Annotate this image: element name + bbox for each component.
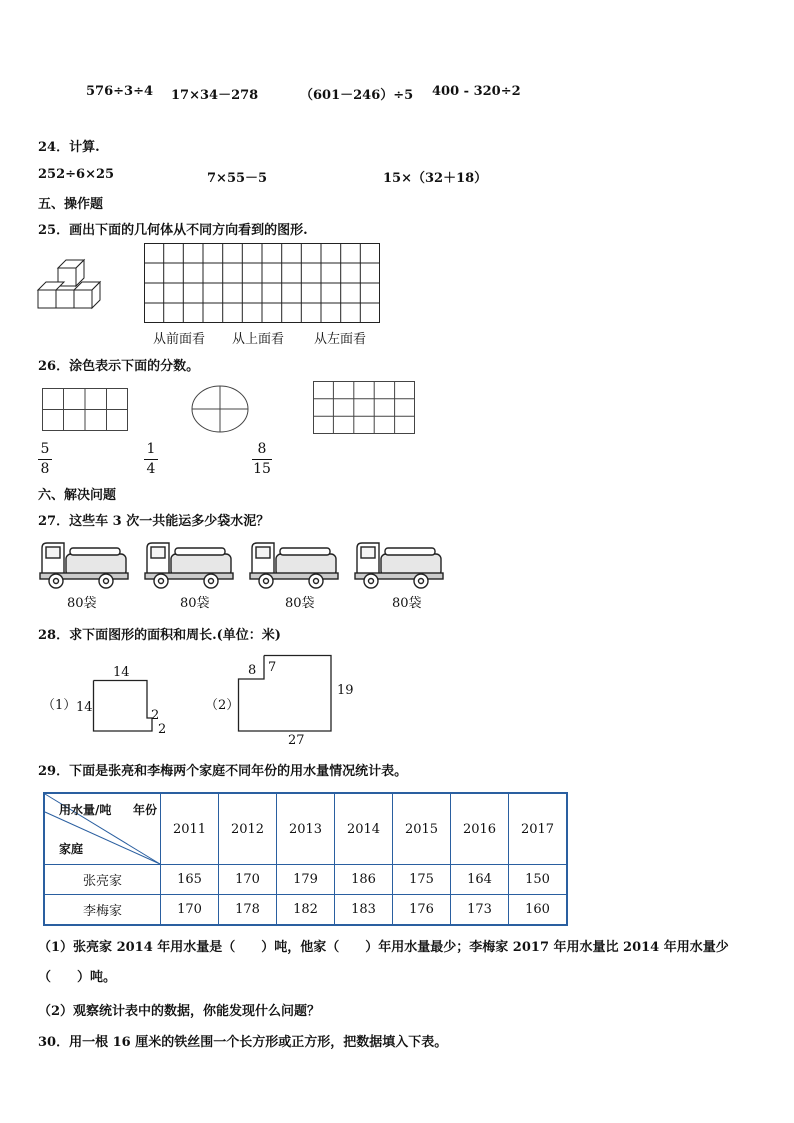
q28-title: 28．求下面图形的面积和周长.(单位：米) [38, 628, 281, 643]
truck-3-label: 80袋 [285, 596, 315, 611]
q24-item-3: 15×（32＋18） [383, 171, 488, 186]
denominator: 15 [253, 461, 271, 477]
value-cell: 165 [161, 865, 219, 895]
q29-sub2: （2）观察统计表中的数据，你能发现什么问题？ [38, 1004, 321, 1019]
expr-1: 576÷3÷4 [86, 84, 154, 99]
value-cell: 173 [451, 895, 509, 926]
q24-item-2: 7×55－5 [207, 171, 268, 186]
denominator: 8 [40, 461, 50, 477]
header-unit: 用水量/吨 [59, 803, 112, 817]
expr-3: （601－246）÷5 [300, 88, 414, 103]
year-cell: 2015 [393, 793, 451, 865]
truck-2 [143, 540, 235, 590]
year-cell: 2012 [219, 793, 277, 865]
label-top-view: 从上面看 [232, 332, 285, 347]
value-cell: 179 [277, 865, 335, 895]
year-cell: 2016 [451, 793, 509, 865]
grid-fifteenths [313, 381, 415, 434]
fraction-5-8 [38, 441, 52, 478]
fig1-step-h-label: 2 [158, 722, 167, 737]
expr-4: 400 - 320÷2 [432, 84, 521, 99]
section-5-heading: 五、操作题 [38, 197, 104, 212]
fig1-left-label: 14 [76, 700, 93, 715]
year-cell: 2017 [509, 793, 568, 865]
value-cell: 186 [335, 865, 393, 895]
grid-eighths [42, 388, 128, 431]
cube-figure [36, 258, 106, 310]
q27-title: 27．这些车 3 次一共能运多少袋水泥？ [38, 514, 270, 529]
table-row [44, 865, 567, 895]
truck-4-label: 80袋 [392, 596, 422, 611]
q24-title: 24．计算. [38, 140, 100, 155]
fig1-step-v-label: 2 [151, 708, 160, 723]
truck-1 [38, 540, 130, 590]
q25-title: 25．画出下面的几何体从不同方向看到的图形. [38, 223, 308, 238]
q30-title: 30．用一根 16 厘米的铁丝围一个长方形或正方形，把数据填入下表。 [38, 1035, 448, 1050]
value-cell: 175 [393, 865, 451, 895]
value-cell: 178 [219, 895, 277, 926]
label-front-view: 从前面看 [153, 332, 206, 347]
truck-2-label: 80袋 [180, 596, 210, 611]
fraction-1-4 [144, 441, 158, 478]
figure-1-shape [93, 680, 153, 732]
q26-title: 26．涂色表示下面的分数。 [38, 359, 200, 374]
table-row [44, 895, 567, 926]
denominator: 4 [146, 461, 156, 477]
family-name: 李梅家 [44, 895, 161, 926]
fraction-8-15 [252, 441, 272, 478]
truck-1-label: 80袋 [67, 596, 97, 611]
year-cell: 2013 [277, 793, 335, 865]
fig2-number: （2） [205, 698, 240, 713]
numerator: 8 [257, 441, 267, 457]
numerator: 5 [40, 441, 50, 457]
year-cell: 2014 [335, 793, 393, 865]
q24-item-1: 252÷6×25 [38, 167, 115, 182]
value-cell: 182 [277, 895, 335, 926]
fig2-right-label: 19 [337, 683, 354, 698]
value-cell: 170 [161, 895, 219, 926]
diagonal-header-cell [44, 793, 161, 865]
truck-4 [353, 540, 445, 590]
truck-3 [248, 540, 340, 590]
value-cell: 164 [451, 865, 509, 895]
q29-sub1-line1: （1）张亮家 2014 年用水量是（ ）吨，他家（ ）年用水量最少；李梅家 2017 年用水量比 2014 年用水量少 [38, 940, 729, 955]
fig2-notch-v-label: 8 [248, 663, 257, 678]
label-left-view: 从左面看 [314, 332, 367, 347]
table-header-row [44, 793, 567, 865]
q29-sub1-line2: （ ）吨。 [38, 970, 117, 985]
value-cell: 160 [509, 895, 568, 926]
numerator: 1 [146, 441, 156, 457]
value-cell: 170 [219, 865, 277, 895]
water-usage-table [43, 792, 568, 926]
section-6-heading: 六、解决问题 [38, 488, 117, 503]
q29-title: 29．下面是张亮和李梅两个家庭不同年份的用水量情况统计表。 [38, 764, 408, 779]
header-year: 年份 [133, 803, 158, 817]
drawing-grid[interactable] [144, 243, 380, 323]
value-cell: 183 [335, 895, 393, 926]
family-name: 张亮家 [44, 865, 161, 895]
fig2-bottom-label: 27 [288, 733, 305, 748]
fig2-notch-h-label: 7 [268, 660, 277, 675]
fig1-top-label: 14 [113, 665, 130, 680]
header-family: 家庭 [59, 842, 84, 856]
year-cell: 2011 [161, 793, 219, 865]
circle-quarters [191, 385, 249, 433]
value-cell: 176 [393, 895, 451, 926]
expr-2: 17×34－278 [171, 88, 259, 103]
value-cell: 150 [509, 865, 568, 895]
fig1-number: （1） [42, 698, 77, 713]
